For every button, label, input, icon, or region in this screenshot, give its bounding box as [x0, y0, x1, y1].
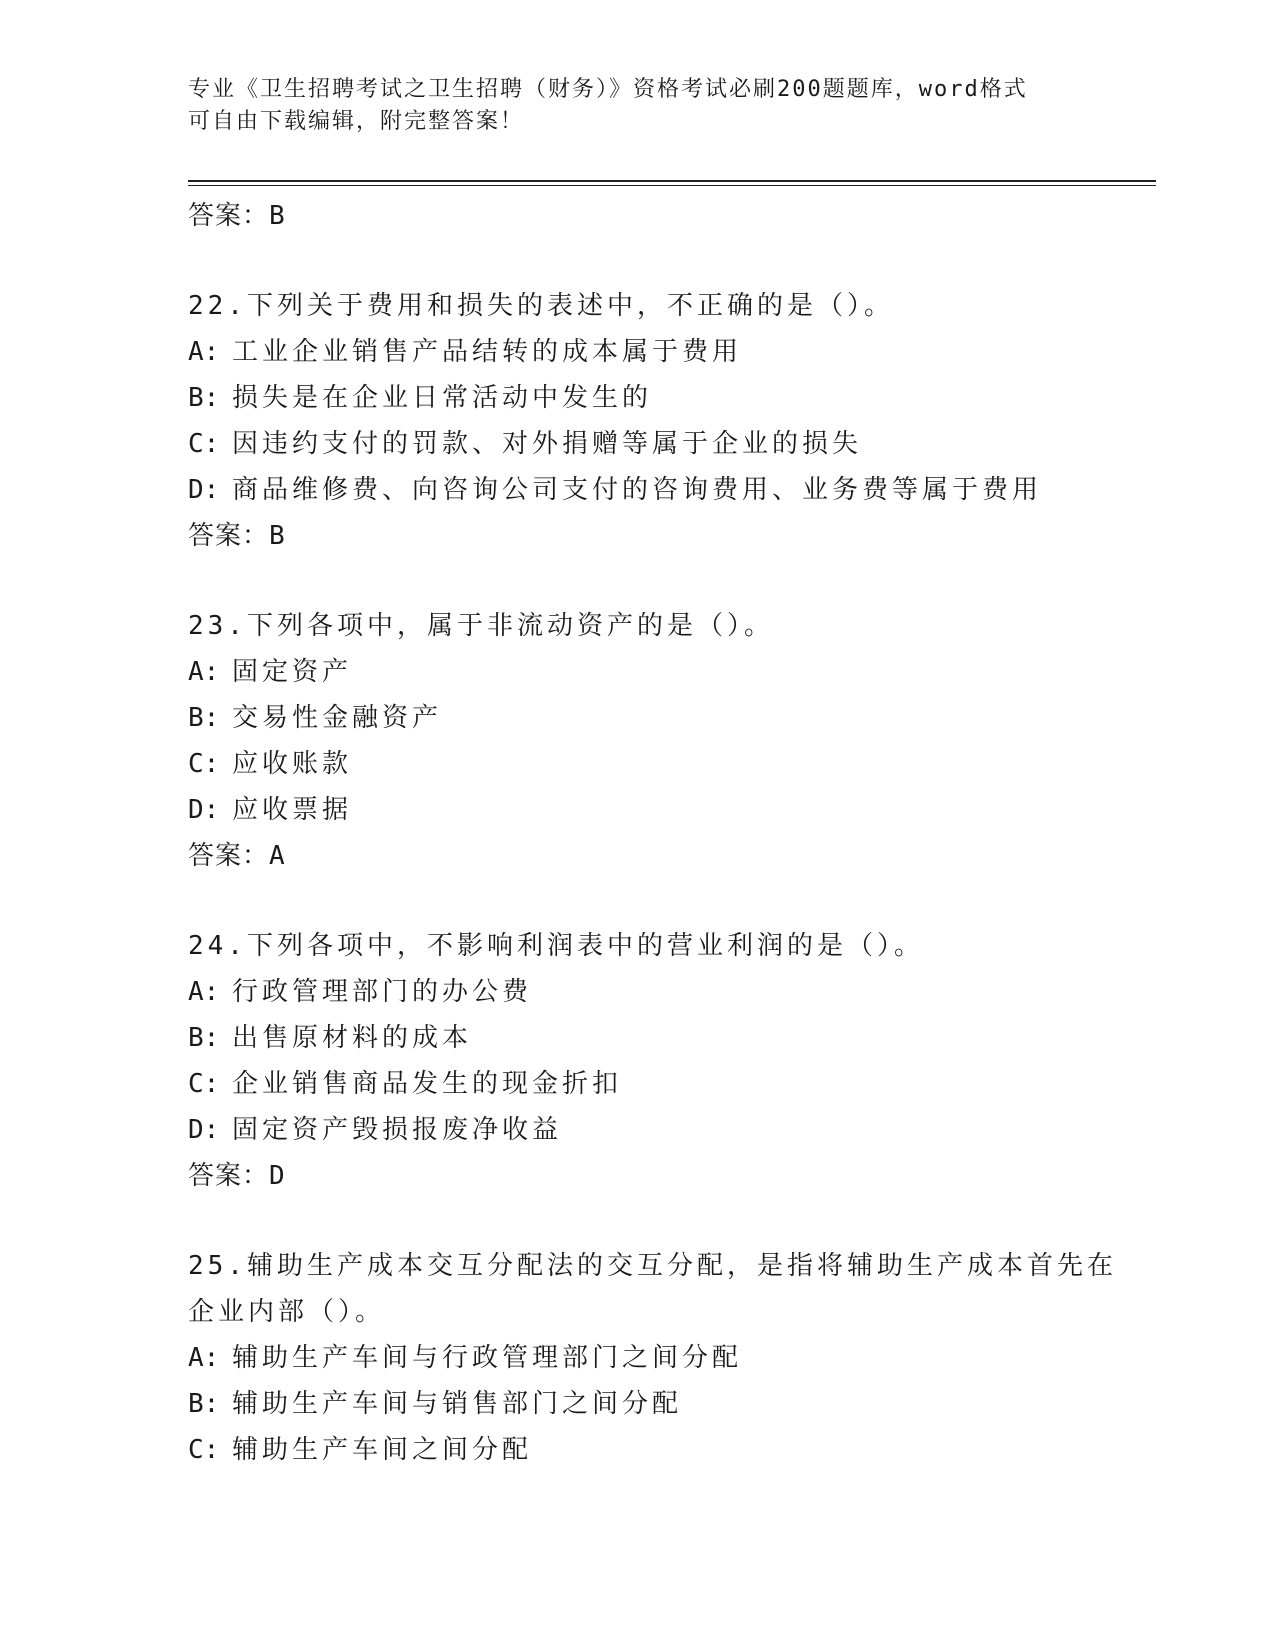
option-letter: D: — [188, 795, 220, 825]
header-rule — [188, 180, 1156, 182]
option-c — [188, 1061, 1148, 1107]
question-text: 25.辅助生产成本交互分配法的交互分配，是指将辅助生产成本首先在 — [188, 1251, 1117, 1281]
option-d — [188, 1107, 1148, 1153]
option-a — [188, 649, 1148, 695]
option-b — [188, 695, 1148, 741]
option-text: 损失是在企业日常活动中发生的 — [232, 383, 653, 413]
option-letter: A: — [188, 657, 220, 687]
question-block — [188, 603, 1148, 879]
option-text: 因违约支付的罚款、对外捐赠等属于企业的损失 — [232, 429, 863, 459]
option-letter: B: — [188, 1023, 220, 1053]
option-letter: B: — [188, 703, 220, 733]
option-d — [188, 467, 1148, 513]
option-c — [188, 1427, 1148, 1473]
option-text: 固定资产毁损报废净收益 — [232, 1115, 563, 1145]
option-b — [188, 1015, 1148, 1061]
option-letter: A: — [188, 337, 220, 367]
answer-line: 答案：B — [188, 201, 286, 231]
option-text: 行政管理部门的办公费 — [232, 977, 533, 1007]
question-text: 23.下列各项中，属于非流动资产的是（）。 — [188, 611, 774, 641]
option-text: 辅助生产车间之间分配 — [232, 1435, 533, 1465]
answer-line: 答案：B — [188, 521, 286, 551]
option-text: 交易性金融资产 — [232, 703, 443, 733]
option-a — [188, 1335, 1148, 1381]
option-text: 商品维修费、向咨询公司支付的咨询费用、业务费等属于费用 — [232, 475, 1043, 505]
option-c — [188, 741, 1148, 787]
option-a — [188, 969, 1148, 1015]
option-letter: A: — [188, 977, 220, 1007]
option-text: 辅助生产车间与行政管理部门之间分配 — [232, 1343, 743, 1373]
option-text: 企业销售商品发生的现金折扣 — [232, 1069, 623, 1099]
option-letter: B: — [188, 1389, 220, 1419]
document-body — [188, 193, 1148, 1473]
option-a — [188, 329, 1148, 375]
option-text: 固定资产 — [232, 657, 353, 687]
header-title-line-2: 可自由下载编辑，附完整答案！ — [188, 109, 525, 134]
option-letter: C: — [188, 429, 220, 459]
document-header — [188, 74, 1088, 138]
option-letter: B: — [188, 383, 220, 413]
option-d — [188, 787, 1148, 833]
option-letter: C: — [188, 1069, 220, 1099]
option-letter: D: — [188, 475, 220, 505]
option-letter: C: — [188, 1435, 220, 1465]
option-letter: D: — [188, 1115, 220, 1145]
question-text-continued: 企业内部（）。 — [188, 1297, 386, 1327]
question-text: 22.下列关于费用和损失的表述中，不正确的是（）。 — [188, 291, 894, 321]
question-text: 24.下列各项中，不影响利润表中的营业利润的是（）。 — [188, 931, 924, 961]
answer-line: 答案：A — [188, 841, 286, 871]
question-block — [188, 1243, 1148, 1473]
option-text: 工业企业销售产品结转的成本属于费用 — [232, 337, 743, 367]
header-rule-thin — [188, 185, 1156, 186]
option-text: 出售原材料的成本 — [232, 1023, 473, 1053]
option-text: 应收账款 — [232, 749, 353, 779]
question-block — [188, 283, 1148, 559]
answer-line: 答案：D — [188, 1161, 286, 1191]
option-letter: C: — [188, 749, 220, 779]
option-b — [188, 375, 1148, 421]
header-title-line-1: 专业《卫生招聘考试之卫生招聘（财务）》资格考试必刷200题题库，word格式 — [188, 77, 1028, 102]
option-text: 应收票据 — [232, 795, 353, 825]
question-block — [188, 923, 1148, 1199]
option-letter: A: — [188, 1343, 220, 1373]
option-c — [188, 421, 1148, 467]
option-text: 辅助生产车间与销售部门之间分配 — [232, 1389, 683, 1419]
option-b — [188, 1381, 1148, 1427]
